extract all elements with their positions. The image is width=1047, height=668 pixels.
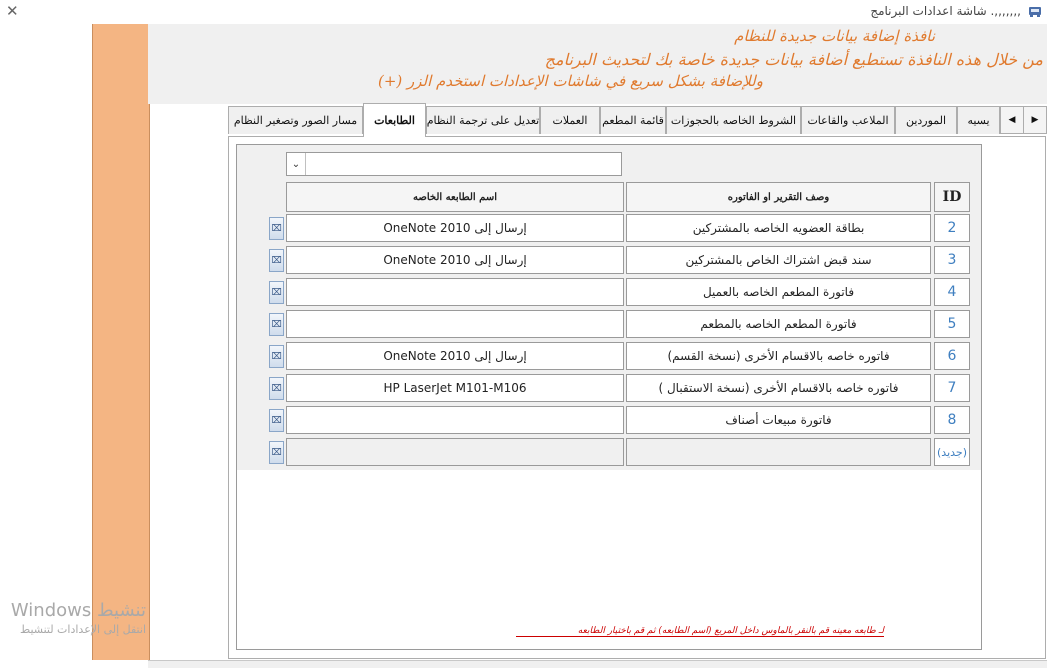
printer-hint: لـ طابعه معينه قم بالنقر بالماوس داخل المربع (اسم الطابعه) ثم قم باختيار الطابعه: [516, 626, 884, 637]
row-id[interactable]: 3: [934, 246, 970, 274]
row-description[interactable]: فاتوره خاصه بالاقسام الأخرى (نسخة القسم): [626, 342, 931, 370]
row-id[interactable]: 8: [934, 406, 970, 434]
delete-row-icon[interactable]: ⌧: [269, 409, 284, 432]
app-icon: [1028, 5, 1042, 17]
delete-row-icon[interactable]: ⌧: [269, 441, 284, 464]
tab-suppliers[interactable]: الموردين: [895, 106, 957, 134]
info-header: [148, 24, 1047, 104]
row-id[interactable]: 5: [934, 310, 970, 338]
tab-main[interactable]: يسيه: [957, 106, 1000, 134]
row-printer[interactable]: [286, 278, 624, 306]
tab-courts-halls[interactable]: الملاعب والقاعات: [801, 106, 895, 134]
watermark-subtitle: انتقل إلى الإعدادات لتنشيط: [20, 623, 146, 636]
tab-scroll-right-button[interactable]: ▶: [1023, 106, 1047, 134]
row-description[interactable]: سند قبض اشتراك الخاص بالمشتركين: [626, 246, 931, 274]
row-id[interactable]: 6: [934, 342, 970, 370]
row-description[interactable]: فاتورة المطعم الخاصه بالمطعم: [626, 310, 931, 338]
tab-scroll-left-button[interactable]: ◀: [1000, 106, 1024, 134]
row-printer[interactable]: إرسال إلى OneNote 2010: [286, 246, 624, 274]
column-header-printer: اسم الطابعه الخاصه: [286, 182, 624, 212]
delete-row-icon[interactable]: ⌧: [269, 377, 284, 400]
tab-printers[interactable]: الطابعات: [363, 103, 426, 137]
column-header-id: ID: [934, 182, 970, 212]
row-description[interactable]: فاتورة المطعم الخاصه بالعميل: [626, 278, 931, 306]
row-description[interactable]: بطاقة العضويه الخاصه بالمشتركين: [626, 214, 931, 242]
row-id[interactable]: 4: [934, 278, 970, 306]
window-title: ,,,,,,,. شاشة اعدادات البرنامج: [870, 4, 1021, 18]
tab-restaurant-menu[interactable]: قائمة المطعم: [600, 106, 666, 134]
left-blank-area: [0, 24, 92, 667]
row-description[interactable]: فاتوره خاصه بالاقسام الأخرى (نسخة الاستقبال ): [626, 374, 931, 402]
row-id[interactable]: 2: [934, 214, 970, 242]
delete-row-icon[interactable]: ⌧: [269, 249, 284, 272]
tab-image-path[interactable]: مسار الصور وتصغير النظام: [228, 106, 363, 134]
header-description: من خلال هذه النافذة تستطيع أضافة بيانات جديدة خاصة بك لتحديث البرنامج: [544, 50, 1043, 69]
windows-activation-watermark: [0, 600, 146, 636]
row-description[interactable]: فاتورة مبيعات أصناف: [626, 406, 931, 434]
row-printer[interactable]: [286, 406, 624, 434]
row-printer[interactable]: إرسال إلى OneNote 2010: [286, 342, 624, 370]
column-header-description: وصف التقرير او الفاتوره: [626, 182, 931, 212]
delete-row-icon[interactable]: ⌧: [269, 281, 284, 304]
row-printer[interactable]: إرسال إلى OneNote 2010: [286, 214, 624, 242]
delete-row-icon[interactable]: ⌧: [269, 313, 284, 336]
printer-select[interactable]: [286, 152, 622, 176]
chevron-down-icon[interactable]: ⌄: [287, 153, 306, 175]
delete-row-icon[interactable]: ⌧: [269, 345, 284, 368]
tab-currencies[interactable]: العملات: [540, 106, 600, 134]
delete-row-icon[interactable]: ⌧: [269, 217, 284, 240]
row-id[interactable]: 7: [934, 374, 970, 402]
row-printer[interactable]: HP LaserJet M101-M106: [286, 374, 624, 402]
side-accent-strip: [92, 24, 150, 660]
row-printer[interactable]: [286, 310, 624, 338]
new-row-description[interactable]: [626, 438, 931, 466]
close-icon[interactable]: ✕: [6, 2, 19, 20]
watermark-title: تنشيط Windows: [10, 600, 146, 621]
header-title: نافذة إضافة بيانات جديدة للنظام: [734, 27, 935, 45]
tab-booking-terms[interactable]: الشروط الخاصه بالحجوزات: [666, 106, 801, 134]
new-row-id[interactable]: (جديد): [934, 438, 970, 466]
header-tip: وللإضافة بشكل سريع في شاشات الإعدادات استخدم الزر (+): [377, 72, 763, 90]
title-bar: [0, 0, 1047, 24]
tab-translation[interactable]: تعديل على ترجمة النظام: [426, 106, 540, 134]
settings-tab-strip: [228, 103, 1047, 137]
new-row-printer[interactable]: [286, 438, 624, 466]
